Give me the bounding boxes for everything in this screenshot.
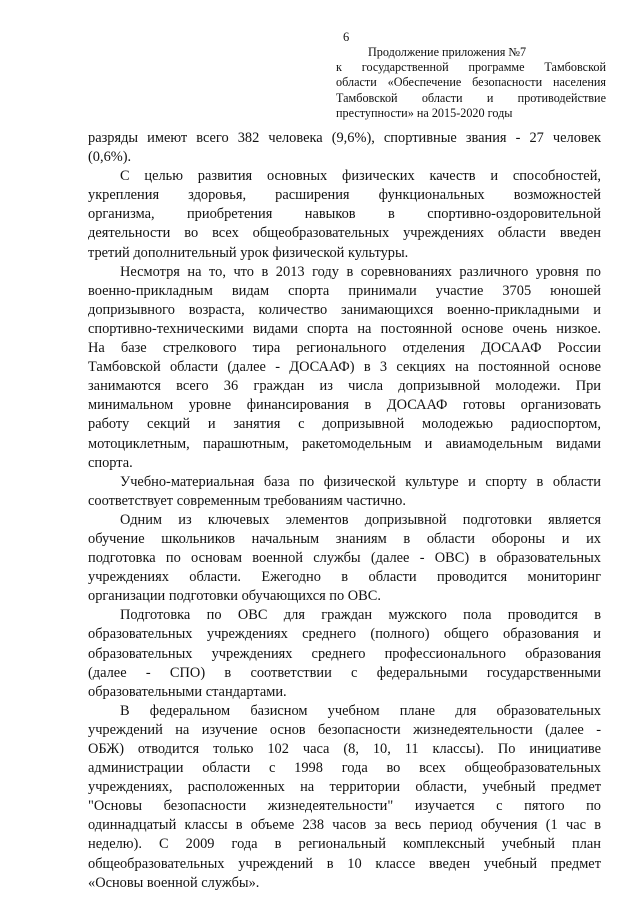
paragraph-line: (далее - СПО) в соответствии с федеральными государственными <box>88 664 601 681</box>
paragraph-line: деятельности во всех общеобразовательных учреждениях области введен <box>88 225 601 242</box>
paragraph-line: организма, приобретения навыков в спортивно-оздоровительной <box>88 206 601 223</box>
paragraph-line: подготовка по основам военной службы (далее - ОВС) в образовательных <box>88 550 601 567</box>
paragraph-line: учреждениях, расположенных на территории области, учебный предмет <box>88 779 601 796</box>
paragraph-line: третий дополнительный урок физической культуры. <box>88 244 409 261</box>
header-line: Продолжение приложения №7 <box>368 45 527 59</box>
paragraph-line: учреждениях области. Ежегодно в области проводится мониторинг <box>88 569 601 586</box>
paragraph-line: спорта. <box>88 454 133 471</box>
paragraph-line: учреждений на изучение основ безопасности жизнедеятельности (далее - <box>88 721 601 738</box>
page-number: 6 <box>343 30 350 44</box>
paragraph <box>88 263 601 473</box>
paragraph-line: работу секций и занятия с допризывной молодежью радиоспортом, <box>88 416 601 433</box>
header-line: Тамбовской области и противодействие <box>336 90 606 105</box>
paragraph-line: ОБЖ) отводится только 102 часа (8, 10, 11 классы). По инициативе <box>88 741 601 757</box>
paragraph-line: образовательных учреждениях среднего (полного) общего образования и <box>88 626 601 643</box>
paragraph-line: одиннадцатый классы в объеме 238 часов за весь период обучения (1 час в <box>88 817 601 834</box>
paragraph-line: Несмотря на то, что в 2013 году в соревнованиях различного уровня по <box>120 263 601 280</box>
paragraph-line: соответствует современным требованиям частично. <box>88 492 406 509</box>
paragraph-line: укрепления здоровья, расширения функциональных возможностей <box>88 187 601 204</box>
paragraph <box>88 129 601 167</box>
paragraph-line: С целью развития основных физических качеств и способностей, <box>120 168 601 185</box>
document-body <box>88 129 601 893</box>
paragraph-line: (0,6%). <box>88 149 132 166</box>
paragraph-line: занимаются всего 36 граждан из числа допризывной молодежи. При <box>88 378 601 395</box>
paragraph-line: допризывного возраста, количество занимающихся военно-прикладными и <box>88 301 601 318</box>
paragraph-line: В федеральном базисном учебном плане для образовательных <box>120 702 601 719</box>
paragraph <box>88 702 601 893</box>
paragraph-line: образовательными стандартами. <box>88 683 287 700</box>
paragraph-line: Учебно-материальная база по физической культуре и спорту в области <box>120 473 601 490</box>
paragraph-line: На базе стрелкового тира регионального отделения ДОСААФ России <box>88 340 601 357</box>
paragraph-line: Одним из ключевых элементов допризывной подготовки является <box>120 511 601 528</box>
header-line: области «Обеспечение безопасности населения <box>336 75 606 90</box>
paragraph-line: Тамбовской области (далее - ДОСААФ) в 3 секциях на постоянной основе <box>88 359 601 376</box>
paragraph-line: неделю). С 2009 года в региональный комплексный учебный план <box>88 836 601 853</box>
paragraph-line: минимальном уровне финансирования в ДОСААФ готовы организовать <box>88 397 601 414</box>
appendix-header <box>336 45 606 121</box>
header-line: преступности» на 2015-2020 годы <box>336 105 513 120</box>
paragraph-line: «Основы военной службы». <box>88 874 260 891</box>
paragraph-line: общеобразовательных учреждений в 10 классе введен учебный предмет <box>88 855 601 872</box>
paragraph <box>88 473 601 511</box>
paragraph-line: обучение школьников начальным знаниям в области обороны и их <box>88 530 601 547</box>
paragraph-line: организации подготовки обучающихся по ОВС. <box>88 588 381 605</box>
paragraph-line: спортивно-техническими видами спорта на постоянной основе очень низкое. <box>88 320 601 337</box>
paragraph-line: "Основы безопасности жизнедеятельности" изучается с пятого по <box>88 798 601 815</box>
paragraph-line: военно-прикладным видам спорта принимали участие 3705 юношей <box>88 282 601 299</box>
paragraph-line: администрации области с 1998 года во всех общеобразовательных <box>88 760 601 777</box>
header-line: к государственной программе Тамбовской <box>336 60 606 75</box>
paragraph-line: Подготовка по ОВС для граждан мужского пола проводится в <box>120 607 601 624</box>
paragraph-line: мотоциклетным, парашютным, ракетомодельным и авиамодельным видами <box>88 435 601 452</box>
paragraph <box>88 606 601 701</box>
paragraph-line: разряды имеют всего 382 человека (9,6%), спортивные звания - 27 человек <box>88 130 601 146</box>
paragraph-line: образовательных учреждениях среднего профессионального образования <box>88 645 601 662</box>
paragraph <box>88 167 601 262</box>
paragraph <box>88 511 601 606</box>
